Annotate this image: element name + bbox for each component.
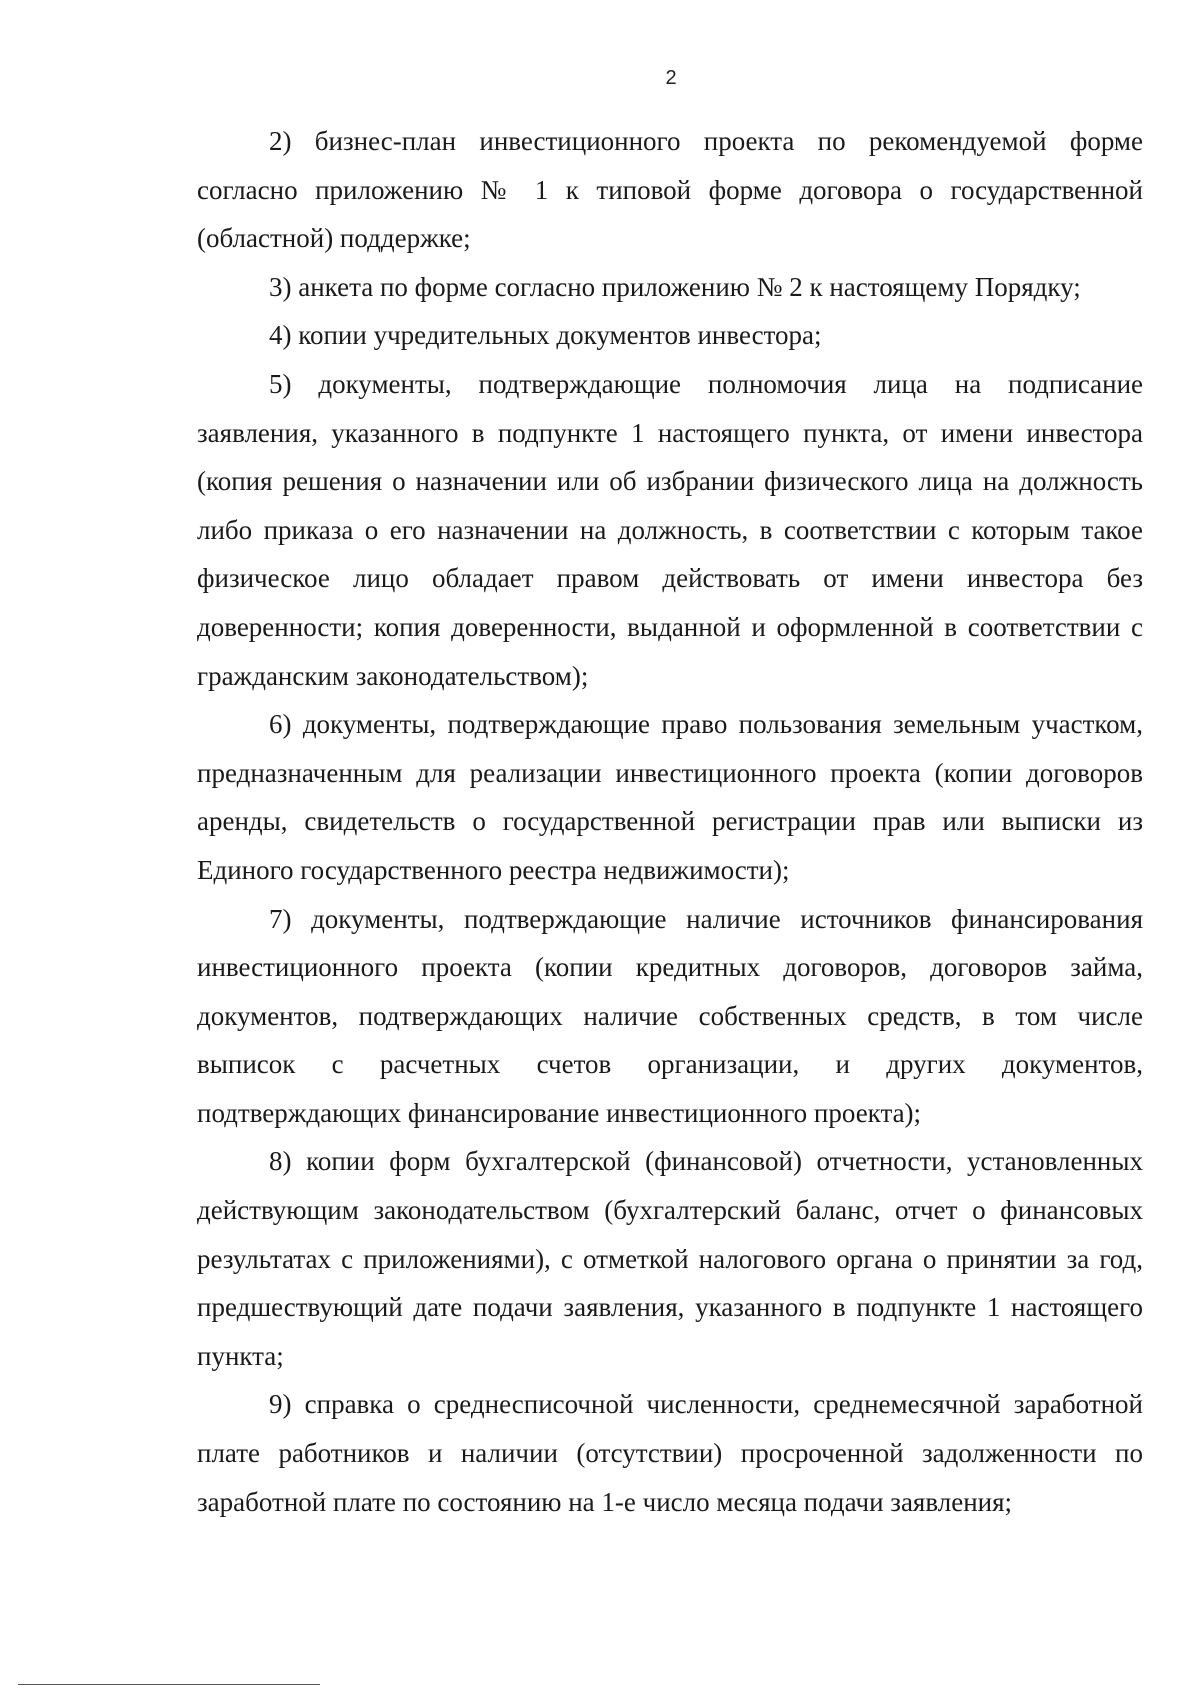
- list-item-4: 4) копии учредительных документов инвестора;: [269, 320, 822, 351]
- list-item-7: 7) документы, подтверждающие наличие источников финансирования инвестиционного проекта (копии кредитных договоров, договоров займа, документов, подтверждающих наличие собственных средств, в том числе выписок с расчетных счетов организации, и других документов, подтверждающих финансирование инвестиционного проекта);: [197, 903, 1143, 1128]
- document-body: [197, 117, 1143, 1526]
- list-item-5: 5) документы, подтверждающие полномочия лица на подписание заявления, указанного в подпункте 1 настоящего пункта, от имени инвестора (копия решения о назначении или об избрании физического лица на должность либо приказа о его назначении на должность, в соответствии с которым такое физическое лицо обладает правом действовать от имени инвестора без доверенности; копия доверенности, выданной и оформленной в соответствии с гражданским законодательством);: [197, 368, 1143, 691]
- footer-divider: [18, 1684, 320, 1685]
- list-item-2: 2) бизнес-план инвестиционного проекта по рекомендуемой форме согласно приложению № 1 к типовой форме договора о государственной (областной) поддержке;: [197, 126, 1143, 254]
- page-number: 2: [665, 67, 677, 89]
- list-item-6: 6) документы, подтверждающие право пользования земельным участком, предназначенным для реализации инвестиционного проекта (копии договоров аренды, свидетельств о государственной регистрации прав или выписки из Единого государственного реестра недвижимости);: [197, 709, 1143, 885]
- list-item-8: 8) копии форм бухгалтерской (финансовой) отчетности, установленных действующим законодательством (бухгалтерский баланс, отчет о финансовых результатах с приложениями), с отметкой налогового органа о принятии за год, предшествующий дате подачи заявления, указанного в подпункте 1 настоящего пункта;: [197, 1146, 1143, 1371]
- list-item-3: 3) анкета по форме согласно приложению № 2 к настоящему Порядку;: [269, 271, 1081, 302]
- list-item-9: 9) справка о среднесписочной численности, среднемесячной заработной плате работников и наличии (отсутствии) просроченной задолженности по заработной плате по состоянию на 1-е число месяца подачи заявления;: [197, 1389, 1143, 1517]
